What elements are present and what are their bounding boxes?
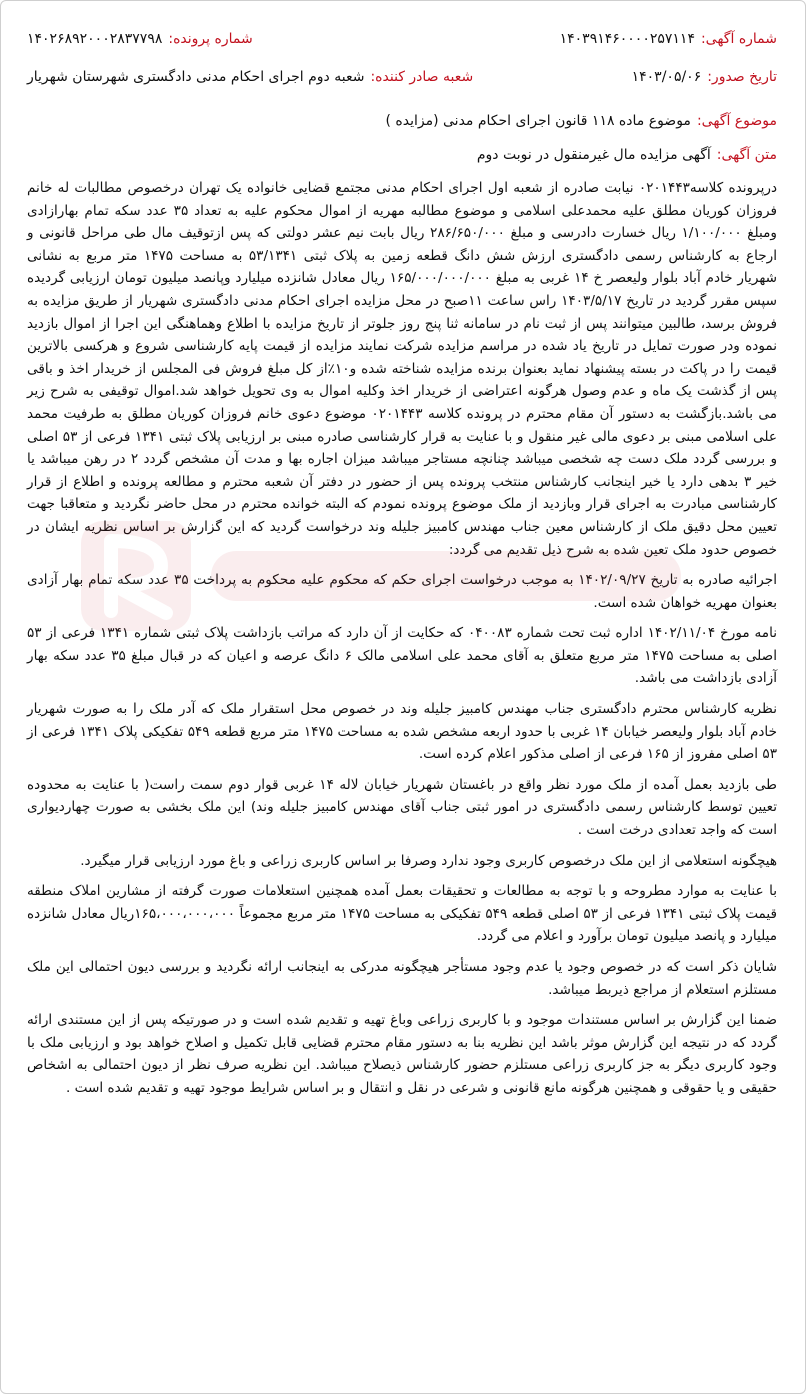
paragraph-usage: هیچگونه استعلامی از این ملک درخصوص کاربری وجود ندارد وصرفا بر اساس کاربری زراعی و باغ مورد ارزیابی قرار میگیرد. [80, 852, 777, 869]
issue-date-label: تاریخ صدور: [707, 69, 777, 85]
paragraph-main: درپرونده کلاسه۰۲۰۱۴۴۳ نیابت صادره از شعبه اول اجرای احکام مدنی مجتمع قضایی خانواده یک تهران درخصوص مطالبات له خانم فروزان کوریان مطلق علیه محمدعلی اسلامی و موضوع مطالبه مهریه از اموال محکوم علیه به تعداد ۳۵ عدد سکه تمام بهارازادی ومبلغ ۱/۱۰۰/۰۰۰ ریال خسارت دادرسی و مبلغ ۲۸۶/۶۵۰/۰۰۰ ریال بابت نیم عشر دولتی که پس ازتوقیف مال طی مراحل قانونی و ارجاع به کارشناس رسمی دادگستری ارزش شش دانگ قطعه زمین به پلاک ثبتی ۵۳/۱۳۴۱ به مساحت ۱۴۷۵ متر مربع به نشانی شهریار خادم آباد بلوار ولیعصر خ ۱۴ غربی به مبلغ ۱۶۵/۰۰۰/۰۰۰/۰۰۰ ریال معادل شانزده میلیارد وپانصد میلیون تومان ارزیابی گردیده سپس مقرر گردید در تاریخ ۱۴۰۳/۵/۱۷ راس ساعت ۱۱صبح در محل مزایده اجرای احکام مدنی دادگستری شهریار از طریق مزایده به فروش برسد، طالبین میتوانند پس از ثبت نام در سامانه ثنا پنج روز جلوتر از تاریخ مزایده با اطلاع وهماهنگی این اجرا از اموال بازدید نموده ودر صورت تمایل در تاریخ یاد شده در مراسم مزایده شرکت نمایند مزایده از قیمت پایه کارشناسی شروع و هرکسی بالاترین قیمت را در پاکت در بسته پیشنهاد نماید بعنوان برنده مزایده شناخته شده و۱۰٪از کل مبلغ فروش فی المجلس از خریدار اخذ و باقی پس از گذشت یک ماه و عدم وصول هرگونه اعتراضی از خریدار اخذ وکلیه اموال به وی تحویل خواهد شد.اموال توقیفی به شرح زیر می باشد.بازگشت به دستور آن مقام محترم در پرونده کلاسه ۰۲۰۱۴۴۳ موضوع دعوی خانم فروزان کوریان مطلق به طرفیت محمد علی اسلامی مبنی بر دعوی مالی غیر منقول و با عنایت به قرار کارشناسی صادره مبنی بر ارزیابی پلاک ثبتی ۱۳۴۱ فرعی از ۵۳ اصلی و بررسی گردد ملک دست چه شخصی میباشد چنانچه مستاجر میباشد میزان اجاره بها و مدت آن مشخص گردد ۲ در رهن میباشد یا خیر ۳ بدهی دارد یا خیر اینجانب کارشناس منتخب پرونده پس از حضور در دفتر آن شعبه محترم و مطالعه پرونده و اطلاع از قرار کارشناسی مبادرت به اجرای قرار وبازدید از ملک موضوع پرونده نمودم که البته خوانده محترم در محل حاضر نگردید و متعاقبا جهت تعیین محل دقیق ملک از کارشناس معین جناب مهندس کامبیز جلیله وند درخواست گردید که این گزارش بر اساس نظریه ایشان در خصوص حدود ملک تعین شده به شرح ذیل تقدیم می گردد: [27, 180, 778, 558]
ad-number-value: ۱۴۰۳۹۱۴۶۰۰۰۰۲۵۷۱۱۴ [559, 31, 695, 47]
paragraph-valuation: با عنایت به موارد مطروحه و با توجه به مطالعات و تحقیقات بعمل آمده همچنین استعلامات صورت گرفته از مشارین املاک منطقه قیمت پلاک ثبتی ۱۳۴۱ فرعی از ۵۳ اصلی قطعه ۵۴۹ تفکیکی به مساحت ۱۴۷۵ متر مربع مجموعاً ۱۶۵،۰۰۰،۰۰۰،۰۰۰ریال معادل شانزده میلیارد و پانصد میلیون تومان برآورد و اعلام می گردد. [27, 883, 777, 945]
case-number-value: ۱۴۰۲۶۸۹۲۰۰۰۲۸۳۷۷۹۸ [27, 31, 163, 47]
ad-body-head [27, 145, 777, 165]
header-row-1 [27, 29, 777, 49]
ad-number [560, 29, 777, 49]
ad-number-label: شماره آگهی: [700, 31, 777, 47]
paragraph-registry-letter: نامه مورخ ۱۴۰۲/۱۱/۰۴ اداره ثبت تحت شماره ۰۴۰۰۸۳ که حکایت از آن دارد که مراتب بازداشت پلاک ثبتی شماره ۱۳۴۱ فرعی از ۵۳ اصلی به مساحت ۱۴۷۵ متر مربع متعلق به آقای محمد علی اسلامی مالک ۶ دانگ عرصه و اعیان که در قبال مبلغ ۳۵ عدد سکه بهار آزادی بازداشت می باشد. [27, 625, 778, 687]
subject-value: موضوع ماده ۱۱۸ قانون اجرای احکام مدنی (مزایده ) [385, 113, 691, 129]
issue-date-value: ۱۴۰۳/۰۵/۰۶ [631, 69, 702, 85]
paragraph-visit: طی بازدید بعمل آمده از ملک مورد نظر واقع در باغستان شهریار خیابان لاله ۱۴ غربی قوار دوم سمت راست( با عنایت به محدوده تعیین توسط کارشناس رسمی دادگستری در امور ثبتی جناب آقای مهندس کامبیز جلیله وند) این ملک بخشی به صورت چهاردیواری است که واجد تعدادی درخت است . [27, 776, 778, 839]
paragraph-closing: ضمنا این گزارش بر اساس مستندات موجود و با کاربری زراعی وباغ تهیه و تقدیم شده است و در صورتیکه پس از این مستندی ارائه گردد که در نتیجه این گزارش موثر باشد این نظریه بنا به دستور مقام محترم قضایی قابل تکمیل و اصلاح خواهد بود و ارزیابی ملک با وجود کاربری دیگر به جز کاربری زراعی مستلزم حضور کارشناس ذیصلاح میباشد. این نظریه صرف نظر از دیون احتمالی به اشخاص حقیقی و یا حقوقی و همچنین هرگونه مانع قانونی و شرعی در نقل و انتقال و بر اساس شرایط موجود تهیه و تقدیم شده است . [27, 1012, 777, 1096]
body-title: آگهی مزایده مال غیرمنقول در نوبت دوم [476, 147, 711, 163]
issuer-value: شعبه دوم اجرای احکام مدنی دادگستری شهرستان شهریار [27, 69, 365, 85]
issuer [27, 67, 473, 87]
issue-date [632, 67, 777, 87]
case-number [27, 29, 253, 49]
issuer-label: شعبه صادر کننده: [370, 69, 474, 85]
header-row-2 [27, 67, 777, 87]
paragraph-tenant: شایان ذکر است که در خصوص وجود یا عدم وجود مستأجر هیچگونه مدرکی به اینجانب ارائه نگردید و بررسی دیون احتمالی این ملک مستلزم استعلام از مراجع ذیربط میباشد. [27, 959, 777, 998]
ad-subject [27, 111, 777, 131]
case-number-label: شماره پرونده: [168, 31, 253, 47]
paragraph-expert-location: نظریه کارشناس محترم دادگستری جناب مهندس کامبیز جلیله وند در خصوص محل استقرار ملک که آدر ملک را به صورت شهریار خادم آباد بلوار ولیعصر خیابان ۱۴ غربی با حدود اربعه مشخص شده به مساحت ۱۴۷۵ متر مربع قطعه ۵۴۹ تفکیکی پلاک ۱۳۴۱ فرعی از ۵۳ اصلی مفروز از ۱۶۵ فرعی از اصلی مذکور اعلام کرده است. [27, 701, 777, 763]
subject-label: موضوع آگهی: [696, 113, 777, 129]
paragraph-writ: اجرائیه صادره به تاریخ ۱۴۰۲/۰۹/۲۷ به موجب درخواست اجرای حکم که محکوم علیه محکوم به پرداخت ۳۵ عدد سکه تمام بهار آزادی بعنوان مهریه خواهان شده است. [27, 572, 777, 611]
body-label: متن آگهی: [716, 147, 777, 163]
